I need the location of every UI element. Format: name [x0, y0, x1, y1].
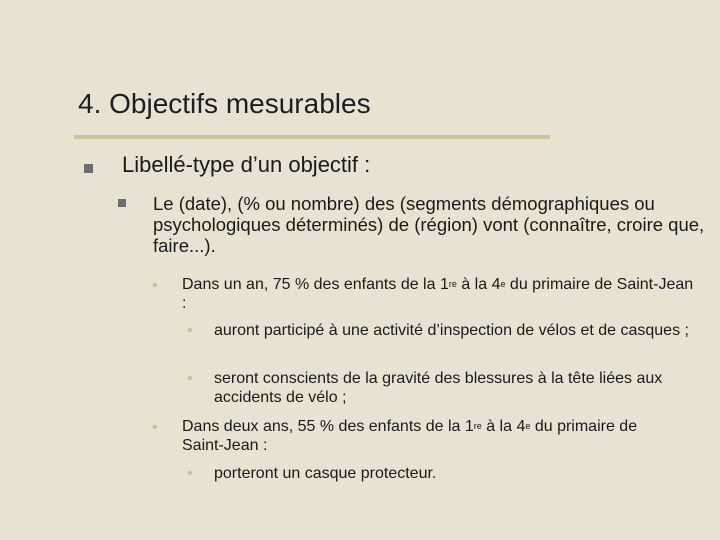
bullet-a-sub-2	[214, 370, 704, 407]
bullet-dot-icon: •	[152, 277, 158, 294]
bullet-a-text-3: du primaire de Saint-Jean :	[182, 276, 694, 312]
bullet-dot-icon: •	[152, 419, 158, 436]
bullet-a-sub-1-text: auront participé à une activité d’inspection de vélos et de casques ;	[214, 322, 689, 339]
level2-item	[153, 193, 708, 256]
bullet-b	[182, 418, 672, 455]
bullet-b-sub-1-text: porteront un casque protecteur.	[214, 465, 437, 482]
bullet-dot-icon: •	[187, 322, 193, 339]
bullet-b-text-2: à la 4	[481, 418, 526, 435]
bullet-a-text-1: Dans un an, 75 % des enfants de la 1	[182, 276, 449, 293]
level2-text: Le (date), (% ou nombre) des (segments démographiques ou psychologiques déterminés) de (région) vont (connaître, croire que, faire...).	[153, 193, 710, 256]
bullet-a-sup-1: re	[448, 279, 457, 289]
bullet-dot-icon: •	[187, 370, 193, 387]
bullet-a-sup-2: e	[500, 279, 506, 289]
bullet-dot-icon: •	[187, 465, 193, 482]
level1-item	[122, 152, 682, 178]
square-bullet-icon	[84, 164, 93, 173]
level1-text: Libellé-type d’un objectif :	[122, 152, 371, 177]
bullet-b-text-1: Dans deux ans, 55 % des enfants de la 1	[182, 418, 474, 435]
bullet-b-sup-1: re	[473, 421, 482, 431]
title-underline	[74, 135, 550, 139]
bullet-a-text-2: à la 4	[456, 276, 501, 293]
bullet-a	[182, 276, 702, 313]
bullet-b-text-3: du primaire de Saint-Jean :	[182, 418, 638, 454]
bullet-a-sub-2-text: seront conscients de la gravité des blessures à la tête liées aux accidents de vélo ;	[214, 370, 667, 406]
bullet-a-sub-1	[214, 322, 704, 341]
bullet-b-sub-1	[214, 465, 704, 484]
bullet-b-sup-2: e	[525, 421, 531, 431]
slide-title: 4. Objectifs mesurables	[78, 88, 371, 119]
square-bullet-icon	[118, 199, 126, 207]
